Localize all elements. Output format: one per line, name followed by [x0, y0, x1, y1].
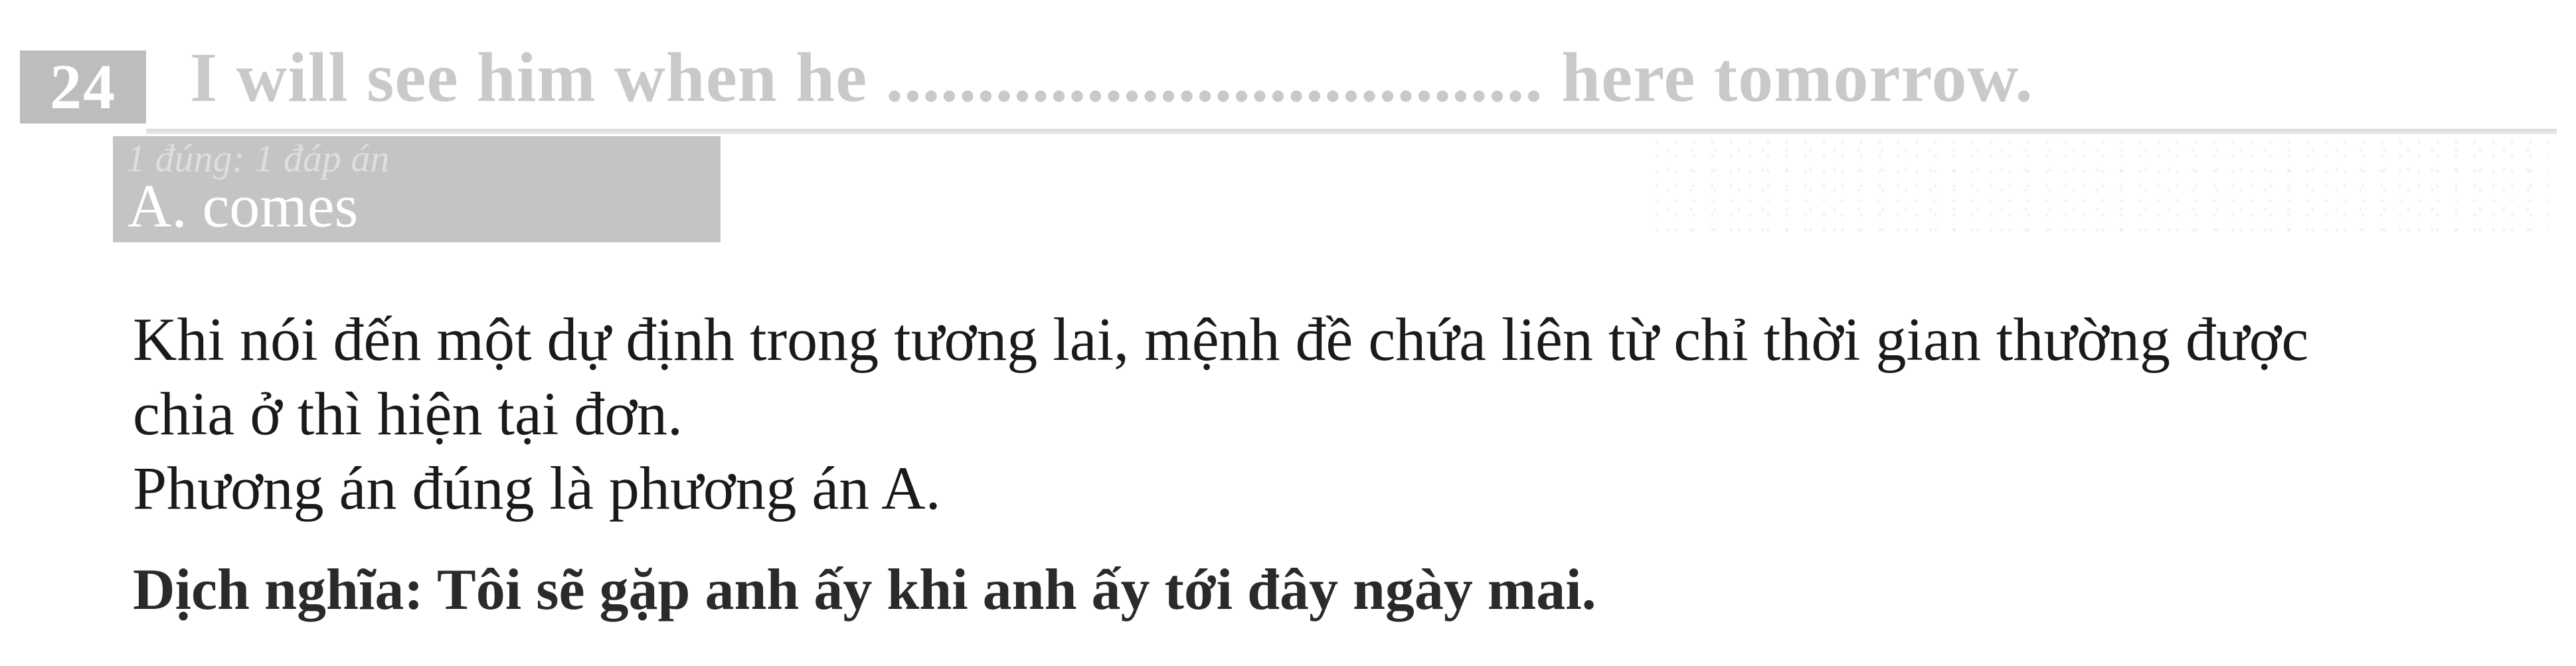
answer-strip: [113, 136, 721, 242]
explanation-line-3: Phương án đúng là phương án A.: [133, 454, 941, 522]
explanation-block: [133, 302, 2563, 525]
question-header: [20, 32, 2557, 131]
answer-strip-faint-label: 1 đúng: 1 đáp án: [126, 137, 390, 180]
explanation-line-1: Khi nói đến một dự định trong tương lai, mệnh đề chứa liên từ chỉ thời gian thường được: [133, 305, 2309, 373]
faded-background-texture: [1653, 136, 2549, 242]
header-divider: [146, 129, 2557, 134]
question-number-badge: 24: [20, 50, 146, 124]
question-text: I will see him when he .................................... here tomorrow.: [190, 39, 2033, 116]
translation-text: Dịch nghĩa: Tôi sẽ gặp anh ấy khi anh ấy tới đây ngày mai.: [133, 558, 1596, 622]
explanation-line-2: chia ở thì hiện tại đơn.: [133, 380, 683, 448]
answer-option: A. comes: [128, 172, 359, 240]
